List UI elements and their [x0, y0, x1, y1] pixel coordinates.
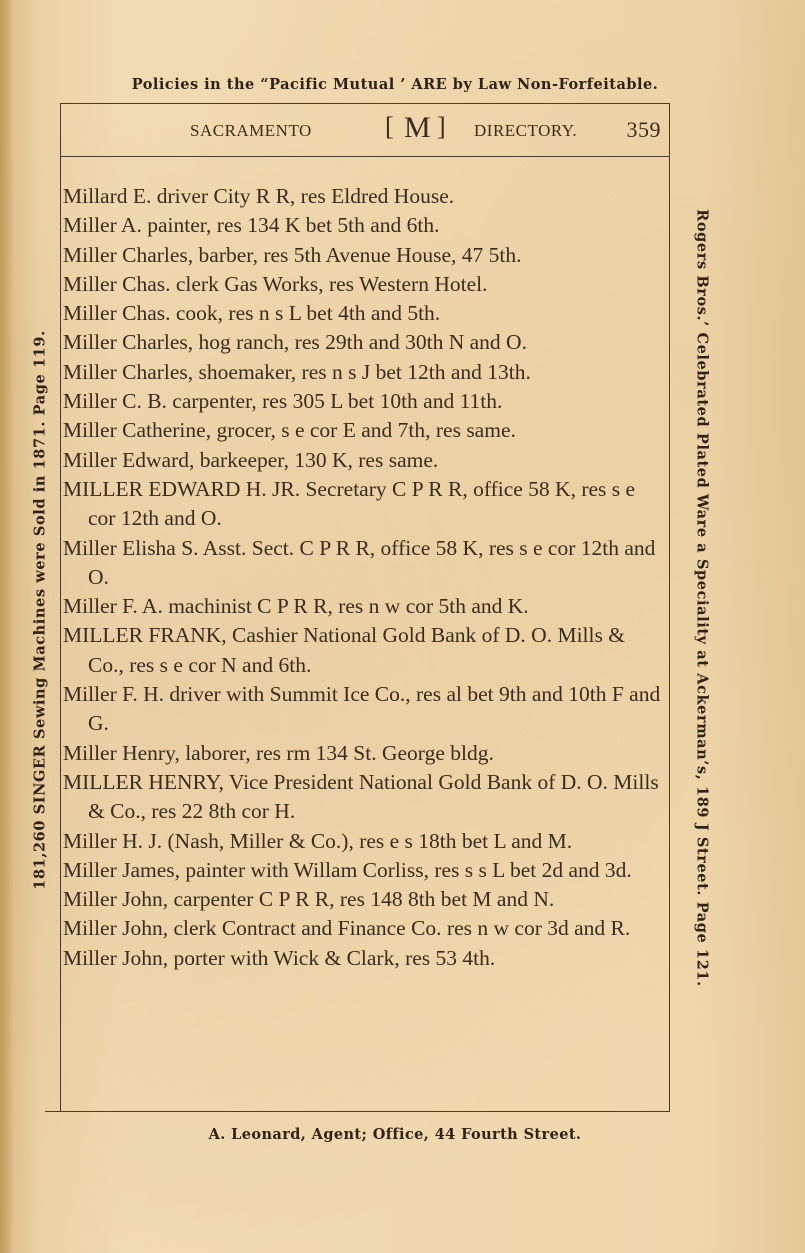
directory-entry: MILLER FRANK, Cashier National Gold Bank of D. O. Mills & Co., res s e cor N and 6th. — [63, 623, 625, 677]
header-divider-rule — [60, 156, 670, 157]
header-city: SACRAMENTO — [190, 121, 312, 140]
page-number: 359 — [626, 117, 661, 142]
directory-entry: Miller Chas. cook, res n s L bet 4th and 5th. — [63, 301, 441, 326]
right-margin-advertisement-text: Rogers Bros.’ Celebrated Plated Ware a Speciality at Ackerman’s, 189 J Street. Page 121. — [693, 209, 711, 987]
frame-right-rule — [669, 103, 670, 1111]
directory-entry: MILLER HENRY, Vice President National Gold Bank of D. O. Mills & Co., res 22 8th cor H. — [63, 769, 659, 824]
frame-left-rule — [60, 103, 61, 1111]
directory-entry: Miller Charles, barber, res 5th Avenue House, 47 5th. — [63, 242, 522, 267]
page-binding-edge — [0, 0, 14, 1253]
directory-entry: MILLER EDWARD H. JR. Secretary C P R R, office 58 K, res s e cor 12th and O. — [63, 476, 636, 531]
frame-top-rule — [60, 103, 670, 104]
top-advertisement-banner: Policies in the “Pacific Mutual ’ ARE by Law Non-Forfeitable. — [131, 76, 659, 93]
header-bracket-right: ] — [437, 112, 447, 141]
header-section-letter: M — [404, 111, 432, 144]
directory-entry: Miller John, carpenter C P R R, res 148 8th bet M and N. — [63, 887, 555, 912]
directory-entry: Miller Charles, hog ranch, res 29th and 30th N and O. — [63, 330, 527, 355]
directory-entry: Miller Chas. clerk Gas Works, res Western Hotel. — [63, 271, 488, 296]
directory-entry: Miller Elisha S. Asst. Sect. C P R R, office 58 K, res s e cor 12th and O. — [63, 535, 656, 589]
header-bracket-left: [ — [385, 112, 395, 141]
directory-entry: Miller Henry, laborer, res rm 134 St. George bldg. — [63, 740, 494, 765]
directory-entry: Miller H. J. (Nash, Miller & Co.), res e s 18th bet L and M. — [63, 828, 573, 853]
directory-entries — [63, 182, 661, 973]
directory-entry: Miller C. B. carpenter, res 305 L bet 10th and 11th. — [63, 389, 503, 414]
directory-entry: Miller John, clerk Contract and Finance Co. res n w cor 3d and R. — [63, 916, 631, 941]
directory-entry: Miller A. painter, res 134 K bet 5th and 6th. — [63, 213, 440, 238]
running-header — [62, 110, 667, 150]
directory-entry: Miller John, porter with Wick & Clark, res 53 4th. — [63, 945, 496, 970]
directory-entry: Miller F. A. machinist C P R R, res n w cor 5th and K. — [63, 594, 529, 619]
header-directory-label: DIRECTORY. — [474, 121, 578, 140]
directory-entry: Miller James, painter with Willam Corliss, res s s L bet 2d and 3d. — [63, 857, 632, 882]
bottom-advertisement-banner: A. Leonard, Agent; Office, 44 Fourth Street. — [208, 1126, 582, 1143]
directory-entry: Miller Catherine, grocer, s e cor E and 7th, res same. — [63, 418, 516, 443]
directory-entry: Millard E. driver City R R, res Eldred House. — [63, 184, 455, 208]
directory-entry: Miller Edward, barkeeper, 130 K, res same. — [63, 447, 439, 472]
left-margin-advertisement-text: 181,260 SINGER Sewing Machines were Sold in 1871. Page 119. — [31, 330, 49, 890]
directory-entry: Miller F. H. driver with Summit Ice Co., res al bet 9th and 10th F and G. — [63, 682, 661, 736]
frame-bottom-rule — [45, 1111, 670, 1112]
directory-entry: Miller Charles, shoemaker, res n s J bet 12th and 13th. — [63, 359, 531, 384]
